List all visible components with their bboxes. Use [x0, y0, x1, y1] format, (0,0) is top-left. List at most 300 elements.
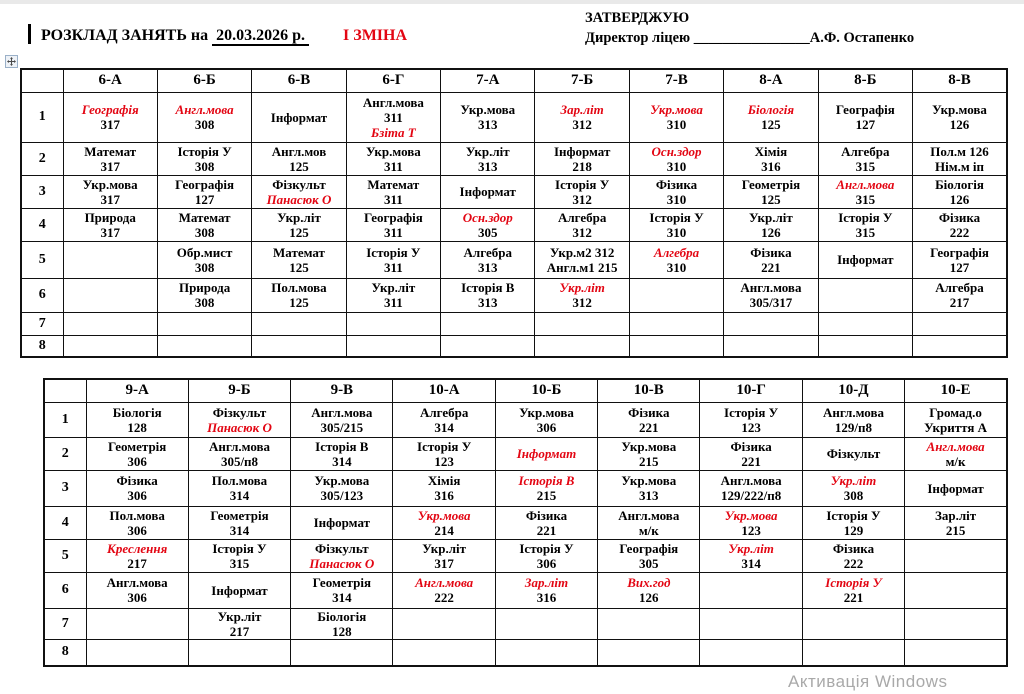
cell-line: 306	[127, 488, 147, 503]
period-number: 1	[21, 92, 63, 142]
schedule-cell[interactable]	[252, 241, 346, 278]
schedule-cell[interactable]	[724, 335, 818, 357]
schedule-cell[interactable]	[598, 470, 700, 506]
cell-line: Математ	[178, 209, 231, 225]
schedule-row	[44, 572, 1007, 608]
cell-line: 222	[434, 590, 454, 605]
schedule-cell[interactable]	[441, 175, 535, 208]
schedule-cell[interactable]	[913, 208, 1007, 241]
schedule-cell[interactable]	[724, 175, 818, 208]
schedule-cell[interactable]	[598, 572, 700, 608]
schedule-title: РОЗКЛАД ЗАНЯТЬ на	[41, 27, 209, 44]
schedule-cell[interactable]	[629, 241, 723, 278]
cell-line: Англ.мова	[311, 404, 373, 420]
class-header[interactable]: 6-Г	[346, 69, 440, 92]
schedule-cell[interactable]	[441, 278, 535, 312]
cell-line: 313	[478, 259, 498, 275]
schedule-cell[interactable]	[535, 241, 629, 278]
schedule-cell[interactable]	[441, 208, 535, 241]
class-header[interactable]: 10-Г	[700, 379, 802, 402]
cell-line: Фізкульт	[272, 176, 326, 192]
schedule-row	[21, 335, 1007, 357]
cell-line: 315	[855, 224, 876, 240]
cell-line: 123	[434, 453, 454, 469]
cell-line: Укр.літ	[277, 209, 321, 225]
cell-line: 315	[229, 555, 250, 571]
schedule-cell[interactable]	[63, 335, 157, 357]
schedule-cell[interactable]	[346, 335, 440, 357]
cell-line: 125	[289, 224, 309, 240]
class-header[interactable]: 9-Б	[188, 379, 290, 402]
cell-line: 221	[639, 419, 659, 435]
schedule-cell[interactable]	[598, 639, 700, 666]
schedule-row	[21, 142, 1007, 175]
schedule-cell[interactable]	[346, 92, 440, 142]
cell-line: Географія	[363, 209, 423, 225]
cell-line: 314	[434, 419, 454, 435]
schedule-cell[interactable]	[63, 312, 157, 335]
cell-line: 125	[289, 295, 309, 310]
cell-line: 312	[572, 191, 592, 207]
schedule-cell[interactable]	[346, 278, 440, 312]
schedule-cell[interactable]	[724, 312, 818, 335]
schedule-cell[interactable]	[629, 208, 723, 241]
class-header[interactable]: 7-А	[441, 69, 535, 92]
period-number: 2	[21, 142, 63, 175]
cell-line: Географія	[930, 244, 989, 260]
schedule-cell[interactable]	[495, 639, 597, 666]
cell-line: 312	[572, 224, 592, 240]
cell-line: 315	[855, 158, 876, 174]
corner-cell	[21, 69, 63, 92]
cell-line: 123	[741, 419, 761, 435]
schedule-cell[interactable]	[802, 402, 904, 437]
schedule-row	[21, 312, 1007, 335]
period-number: 7	[44, 608, 86, 639]
schedule-cell[interactable]	[629, 92, 723, 142]
schedule-cell[interactable]	[495, 402, 597, 437]
schedule-cell[interactable]	[535, 208, 629, 241]
schedule-cell[interactable]	[188, 470, 290, 506]
cell-line: Інформат	[927, 480, 984, 496]
schedule-cell[interactable]	[905, 437, 1007, 470]
class-header[interactable]: 8-В	[913, 69, 1007, 92]
class-header[interactable]: 7-В	[629, 69, 723, 92]
schedule-cell[interactable]	[598, 402, 700, 437]
cell-line: Англ.м1 215	[546, 259, 618, 275]
schedule-cell[interactable]	[802, 539, 904, 572]
schedule-cell[interactable]	[252, 92, 346, 142]
cursor-bar	[28, 24, 31, 44]
schedule-cell[interactable]	[629, 278, 723, 312]
period-number: 5	[21, 241, 63, 278]
cell-line: Фізика	[628, 404, 670, 420]
schedule-cell[interactable]	[802, 470, 904, 506]
cell-line: 311	[383, 191, 403, 207]
schedule-cell[interactable]	[86, 539, 188, 572]
cell-line-red: Укр.мова	[417, 507, 471, 523]
cell-line: 214	[434, 522, 454, 538]
schedule-cell[interactable]	[393, 539, 495, 572]
cell-line: 310	[666, 224, 687, 240]
schedule-cell[interactable]	[700, 437, 802, 470]
schedule-cell[interactable]	[188, 539, 290, 572]
schedule-cell[interactable]	[157, 312, 251, 335]
schedule-cell[interactable]	[905, 608, 1007, 639]
schedule-cell[interactable]	[157, 92, 251, 142]
cell-line: Алгебра	[841, 143, 890, 159]
schedule-cell[interactable]	[724, 92, 818, 142]
schedule-cell[interactable]	[188, 402, 290, 437]
cell-line: 310	[666, 191, 687, 207]
schedule-cell[interactable]	[393, 506, 495, 539]
schedule-cell[interactable]	[157, 175, 251, 208]
schedule-cell[interactable]	[913, 335, 1007, 357]
cell-line: Укр.мова	[365, 143, 421, 159]
period-number: 5	[44, 539, 86, 572]
schedule-cell[interactable]	[905, 639, 1007, 666]
schedule-cell[interactable]	[818, 92, 912, 142]
schedule-cell[interactable]	[441, 92, 535, 142]
cell-line: Англ.мова	[720, 473, 782, 488]
schedule-cell[interactable]	[63, 175, 157, 208]
period-number: 2	[44, 437, 86, 470]
schedule-cell[interactable]	[393, 572, 495, 608]
director-signature-line	[585, 30, 914, 47]
period-number: 8	[44, 639, 86, 666]
schedule-cell[interactable]	[86, 639, 188, 666]
schedule-cell[interactable]	[700, 470, 802, 506]
schedule-cell[interactable]	[252, 175, 346, 208]
cell-line: Англ.мова	[208, 438, 271, 454]
cell-line: Хімія	[427, 473, 461, 488]
schedule-row	[44, 639, 1007, 666]
schedule-cell[interactable]	[157, 208, 251, 241]
cell-line: 305	[639, 555, 659, 571]
schedule-cell[interactable]	[724, 278, 818, 312]
class-header[interactable]: 9-В	[291, 379, 393, 402]
cell-line-red: Укр.мова	[650, 102, 703, 117]
cell-line: 308	[194, 295, 215, 310]
schedule-cell[interactable]	[598, 506, 700, 539]
schedule-cell[interactable]	[157, 241, 251, 278]
schedule-cell[interactable]	[157, 335, 251, 357]
schedule-cell[interactable]	[802, 639, 904, 666]
cell-line: 315	[855, 191, 876, 207]
cell-line: Алгебра	[463, 244, 512, 260]
schedule-cell[interactable]	[700, 506, 802, 539]
period-number: 7	[21, 312, 63, 335]
schedule-cell[interactable]	[802, 437, 904, 470]
shift-label: І ЗМІНА	[343, 27, 408, 44]
schedule-cell[interactable]	[905, 470, 1007, 506]
cell-line: 217	[229, 623, 250, 639]
schedule-cell[interactable]	[535, 278, 629, 312]
schedule-cell[interactable]	[802, 506, 904, 539]
schedule-cell[interactable]	[86, 506, 188, 539]
schedule-cell[interactable]	[291, 506, 393, 539]
schedule-cell[interactable]	[291, 639, 393, 666]
schedule-cell[interactable]	[252, 278, 346, 312]
schedule-cell[interactable]	[291, 539, 393, 572]
schedule-cell[interactable]	[802, 608, 904, 639]
schedule-cell[interactable]	[818, 335, 912, 357]
cell-line: 311	[383, 259, 403, 275]
cell-line: Фізкульт	[212, 404, 267, 420]
class-header[interactable]: 10-Д	[802, 379, 904, 402]
schedule-cell[interactable]	[188, 572, 290, 608]
schedule-cell[interactable]	[724, 241, 818, 278]
schedule-cell[interactable]	[86, 572, 188, 608]
schedule-row	[21, 92, 1007, 142]
schedule-cell[interactable]	[700, 539, 802, 572]
cell-line: 129/222/п8	[721, 488, 782, 503]
schedule-cell[interactable]	[157, 278, 251, 312]
schedule-cell[interactable]	[86, 402, 188, 437]
class-header[interactable]: 10-А	[393, 379, 495, 402]
cell-line: Громад.о	[929, 404, 982, 420]
cell-line-red: Англ.мова	[415, 575, 474, 590]
cell-line: Інформат	[459, 184, 516, 199]
schedule-cell[interactable]	[252, 312, 346, 335]
schedule-cell[interactable]	[441, 142, 535, 175]
cell-line: 313	[478, 158, 498, 174]
schedule-cell[interactable]	[629, 335, 723, 357]
cell-line: 313	[478, 117, 498, 132]
schedule-cell[interactable]	[818, 142, 912, 175]
class-header[interactable]: 10-Б	[495, 379, 597, 402]
schedule-cell[interactable]	[629, 142, 723, 175]
schedule-cell[interactable]	[700, 572, 802, 608]
cell-line-red: Панасюк О	[309, 555, 375, 571]
schedule-cell[interactable]	[913, 142, 1007, 175]
schedule-cell[interactable]	[63, 142, 157, 175]
schedule-row	[44, 437, 1007, 470]
schedule-cell[interactable]	[291, 402, 393, 437]
schedule-cell[interactable]	[291, 572, 393, 608]
schedule-cell[interactable]	[495, 437, 597, 470]
cell-line: Укриття А	[924, 419, 988, 435]
schedule-row	[21, 208, 1007, 241]
cell-line: 305	[478, 224, 498, 240]
schedule-cell[interactable]	[818, 208, 912, 241]
cell-line: Пол.м 126	[930, 143, 989, 159]
schedule-cell[interactable]	[913, 241, 1007, 278]
cell-line: 125	[289, 259, 309, 275]
schedule-cell[interactable]	[724, 208, 818, 241]
cell-line: 125	[761, 117, 781, 132]
cell-line: Інформат	[837, 252, 894, 267]
schedule-cell[interactable]	[252, 142, 346, 175]
schedule-cell[interactable]	[188, 506, 290, 539]
signature-blank: ________________	[693, 30, 810, 46]
schedule-cell[interactable]	[63, 208, 157, 241]
schedule-cell[interactable]	[291, 470, 393, 506]
schedule-cell[interactable]	[535, 92, 629, 142]
schedule-cell[interactable]	[393, 608, 495, 639]
cell-line: Укр.м2 312	[549, 244, 615, 260]
schedule-cell[interactable]	[700, 639, 802, 666]
cell-line-red: Креслення	[107, 540, 168, 556]
cell-line: Історія У	[519, 540, 574, 556]
cell-line: 127	[855, 117, 876, 132]
schedule-cell[interactable]	[441, 335, 535, 357]
cell-line: Алгебра	[557, 209, 607, 225]
cell-line: Пол.мова	[109, 507, 165, 523]
cell-line-red: Панасюк О	[266, 191, 332, 207]
cell-line: Математ	[273, 244, 325, 260]
cell-line-red: Панасюк О	[207, 419, 272, 435]
cell-line: Геометрія	[210, 507, 269, 523]
cell-line-red: Укр.мова	[724, 507, 778, 523]
schedule-cell[interactable]	[818, 175, 912, 208]
period-number: 4	[21, 208, 63, 241]
class-header[interactable]: 8-Б	[818, 69, 912, 92]
cell-line-red: Укр.літ	[559, 280, 605, 295]
schedule-cell[interactable]	[629, 312, 723, 335]
schedule-cell[interactable]	[905, 506, 1007, 539]
cell-line-red: Алгебра	[653, 244, 700, 260]
schedule-cell[interactable]	[393, 437, 495, 470]
schedule-cell[interactable]	[63, 278, 157, 312]
class-header[interactable]: 8-А	[724, 69, 818, 92]
schedule-cell[interactable]	[598, 608, 700, 639]
schedule-cell[interactable]	[188, 639, 290, 666]
cell-line-red: Зар.літ	[560, 102, 604, 117]
schedule-cell[interactable]	[188, 437, 290, 470]
schedule-cell[interactable]	[157, 142, 251, 175]
cell-line-red: Англ.мова	[926, 438, 985, 454]
schedule-cell[interactable]	[700, 402, 802, 437]
schedule-cell[interactable]	[86, 437, 188, 470]
schedule-row	[21, 175, 1007, 208]
cell-line: 215	[536, 488, 557, 503]
schedule-cell[interactable]	[913, 175, 1007, 208]
schedule-row	[21, 278, 1007, 312]
table-move-handle-icon[interactable]	[5, 55, 18, 68]
class-header[interactable]: 9-А	[86, 379, 188, 402]
cell-line-red: Біологія	[747, 102, 795, 117]
schedule-cell[interactable]	[629, 175, 723, 208]
schedule-cell[interactable]	[598, 437, 700, 470]
cell-line: Алгебра	[935, 280, 984, 295]
cell-line-red: Бзіта Т	[370, 124, 416, 140]
schedule-cell[interactable]	[495, 539, 597, 572]
cell-line: Історія У	[366, 244, 421, 260]
period-number: 6	[44, 572, 86, 608]
schedule-cell[interactable]	[63, 92, 157, 142]
cell-line: 127	[194, 191, 215, 207]
cell-line: Хімія	[754, 143, 788, 159]
windows-activation-watermark: Активація Windows	[788, 672, 948, 691]
schedule-cell[interactable]	[802, 572, 904, 608]
class-header[interactable]: 6-Б	[157, 69, 251, 92]
schedule-row	[44, 402, 1007, 437]
cell-line: Біологія	[317, 608, 367, 624]
cell-line: Фізика	[655, 176, 698, 192]
cell-line: 317	[100, 224, 120, 240]
schedule-cell[interactable]	[913, 92, 1007, 142]
schedule-cell[interactable]	[700, 608, 802, 639]
cell-line-red: Вих.год	[627, 575, 671, 590]
schedule-cell[interactable]	[63, 241, 157, 278]
schedule-cell[interactable]	[535, 175, 629, 208]
class-header[interactable]: 10-Е	[905, 379, 1007, 402]
schedule-cell[interactable]	[291, 608, 393, 639]
schedule-cell[interactable]	[495, 608, 597, 639]
schedule-cell[interactable]	[252, 335, 346, 357]
schedule-cell[interactable]	[188, 608, 290, 639]
schedule-cell[interactable]	[86, 470, 188, 506]
schedule-cell[interactable]	[495, 506, 597, 539]
schedule-cell[interactable]	[818, 278, 912, 312]
period-number: 3	[44, 470, 86, 506]
schedule-cell[interactable]	[724, 142, 818, 175]
schedule-cell[interactable]	[535, 335, 629, 357]
class-header[interactable]: 10-В	[598, 379, 700, 402]
schedule-table-6-8	[20, 68, 1008, 358]
schedule-row	[44, 608, 1007, 639]
schedule-cell[interactable]	[393, 639, 495, 666]
cell-line: 314	[332, 590, 352, 605]
schedule-cell[interactable]	[291, 437, 393, 470]
schedule-cell[interactable]	[913, 312, 1007, 335]
cell-line: 129	[843, 522, 864, 538]
cell-line: Укр.мова	[621, 438, 677, 454]
cell-line: 317	[434, 555, 454, 571]
schedule-cell[interactable]	[905, 539, 1007, 572]
schedule-cell[interactable]	[913, 278, 1007, 312]
cell-line: Математ	[84, 143, 137, 159]
schedule-cell[interactable]	[818, 241, 912, 278]
schedule-cell[interactable]	[346, 312, 440, 335]
schedule-cell[interactable]	[393, 402, 495, 437]
cell-line-red: Історія В	[518, 473, 575, 488]
schedule-cell[interactable]	[441, 312, 535, 335]
schedule-cell[interactable]	[346, 175, 440, 208]
cell-line: м/к	[638, 522, 659, 538]
class-header[interactable]: 6-А	[63, 69, 157, 92]
class-header[interactable]: 7-Б	[535, 69, 629, 92]
schedule-cell[interactable]	[441, 241, 535, 278]
cell-line: 305/317	[749, 295, 793, 310]
schedule-cell[interactable]	[535, 312, 629, 335]
schedule-cell[interactable]	[393, 470, 495, 506]
cell-line: Фізика	[730, 438, 772, 454]
schedule-cell[interactable]	[598, 539, 700, 572]
schedule-cell[interactable]	[495, 470, 597, 506]
schedule-cell[interactable]	[818, 312, 912, 335]
cell-line: Фізкульт	[315, 540, 369, 556]
cell-line: 126	[949, 117, 970, 132]
schedule-cell[interactable]	[495, 572, 597, 608]
schedule-cell[interactable]	[346, 208, 440, 241]
schedule-cell[interactable]	[346, 241, 440, 278]
schedule-cell[interactable]	[346, 142, 440, 175]
director-name: А.Ф. Остапенко	[809, 30, 915, 46]
class-header[interactable]: 6-В	[252, 69, 346, 92]
cell-line: 310	[666, 117, 687, 132]
schedule-cell[interactable]	[905, 402, 1007, 437]
schedule-cell[interactable]	[86, 608, 188, 639]
cell-line-red: Історія У	[825, 575, 882, 590]
schedule-cell[interactable]	[905, 572, 1007, 608]
schedule-cell[interactable]	[252, 208, 346, 241]
cell-line: м/к	[945, 453, 966, 469]
cell-line: Англ.мова	[740, 280, 802, 295]
schedule-cell[interactable]	[535, 142, 629, 175]
cell-line: 217	[949, 295, 970, 310]
